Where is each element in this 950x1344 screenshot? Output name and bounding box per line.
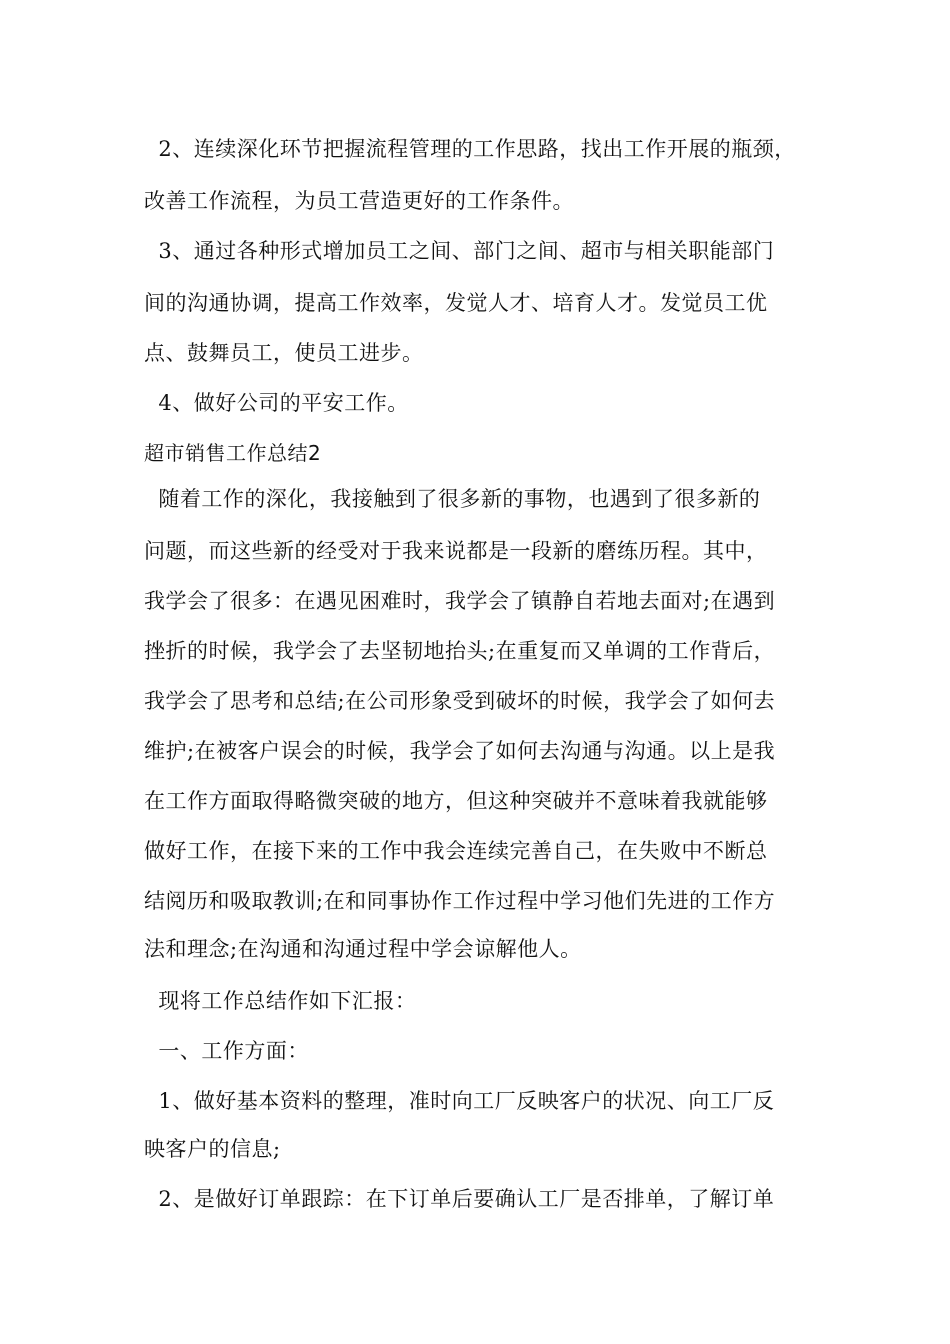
paragraph-line: 我学会了思考和总结;在公司形象受到破坏的时候，我学会了如何去 xyxy=(144,689,776,713)
paragraph-line: 改善工作流程，为员工营造更好的工作条件。 xyxy=(144,189,574,213)
paragraph-line: 我学会了很多：在遇见困难时，我学会了镇静自若地去面对;在遇到 xyxy=(144,589,776,613)
paragraph-line: 间的沟通协调，提高工作效率，发觉人才、培育人才。发觉员工优 xyxy=(144,291,768,315)
paragraph-line: 映客户的信息; xyxy=(144,1137,281,1161)
paragraph-line: 挫折的时候，我学会了去坚韧地抬头;在重复而又单调的工作背后， xyxy=(144,639,776,663)
paragraph-line: 一、工作方面： xyxy=(144,1039,309,1063)
section-heading: 超市销售工作总结2 xyxy=(144,441,322,465)
paragraph-line: 3、通过各种形式增加员工之间、部门之间、超市与相关职能部门 xyxy=(144,239,775,263)
paragraph-line: 1、做好基本资料的整理，准时向工厂反映客户的状况、向工厂反 xyxy=(144,1089,775,1113)
paragraph-line: 2、是做好订单跟踪：在下订单后要确认工厂是否排单，了解订单 xyxy=(144,1187,775,1211)
paragraph-line: 在工作方面取得略微突破的地方，但这种突破并不意味着我就能够 xyxy=(144,789,768,813)
paragraph-line: 结阅历和吸取教训;在和同事协作工作过程中学习他们先进的工作方 xyxy=(144,889,776,913)
paragraph-line: 做好工作，在接下来的工作中我会连续完善自己，在失败中不断总 xyxy=(144,839,768,863)
paragraph-line: 问题，而这些新的经受对于我来说都是一段新的磨练历程。其中， xyxy=(144,539,768,563)
paragraph-line: 4、做好公司的平安工作。 xyxy=(144,391,409,415)
paragraph-line: 法和理念;在沟通和沟通过程中学会谅解他人。 xyxy=(144,937,582,961)
paragraph-line: 维护;在被客户误会的时候，我学会了如何去沟通与沟通。以上是我 xyxy=(144,739,776,763)
paragraph-line: 点、鼓舞员工，使员工进步。 xyxy=(144,341,424,365)
paragraph-line: 现将工作总结作如下汇报： xyxy=(144,989,417,1013)
paragraph-line: 2、连续深化环节把握流程管理的工作思路，找出工作开展的瓶颈， xyxy=(144,137,796,161)
paragraph-line: 随着工作的深化，我接触到了很多新的事物，也遇到了很多新的 xyxy=(144,487,761,511)
